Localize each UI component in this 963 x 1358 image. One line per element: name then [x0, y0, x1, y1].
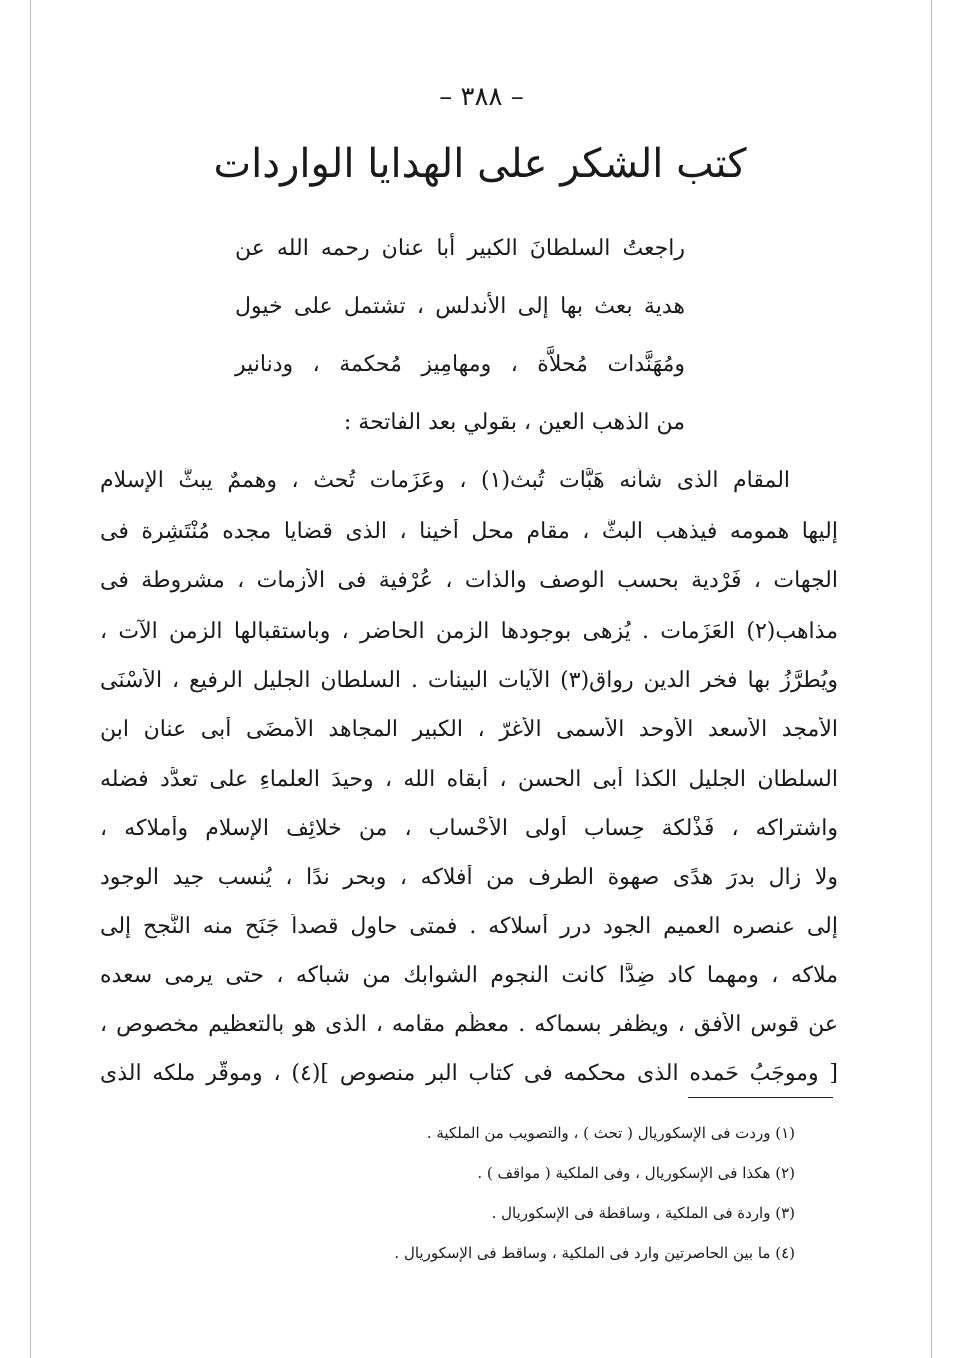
body-line: إلى عنصره العميم الجود درر أسلاكه . فمتى حاول قصداً جَنَح منه النَّجح إلى — [100, 914, 838, 939]
footnote-separator — [688, 1097, 833, 1098]
footnote: (٢) هكذا فى الإسكوريال ، وفى الملكية ( مواقف ) . — [477, 1164, 795, 1182]
body-line: إليها همومه فيذهب البثُّ ، مقام محل أخينا ، الذى قضايا مجده مُنْتَشِرة فى — [100, 519, 838, 544]
body-line: ويُطرَّزُ بها فخر الدين رواق(٣) الآيات البينات . السلطان الجليل الرفيع ، الأَسْنَى — [100, 668, 838, 693]
body-line: عن قوس الأُفق ، ويظفر بسماكه . معظَّم مقامه ، الذى هو بالتعظيم مخصوص ، — [100, 1012, 838, 1037]
footnote: (١) وردت فى الإسكوريال ( تحث ) ، والتصويب من الملكية . — [426, 1124, 795, 1142]
scan-edge-mark — [30, 0, 31, 1358]
body-line: المقام الذى شأنه هَبَّات تُبث(١) ، وعَزَمات تُحث ، وهممٌ يبثُّ الإسلام — [100, 468, 790, 493]
intro-line: ومُهَنَّدات مُحلاَّة ، ومهامِيز مُحكمة ، ودنانير — [235, 352, 685, 377]
body-line: [ وموجَبُ حَمده الذى محكمه فى كتاب البر منصوص ](٤) ، وموقَّر ملكه الذى — [100, 1061, 838, 1086]
body-line: الجهات ، فَرْدية بحسب الوصف والذات ، عُرْفية فى الأزمات ، مشروطة فى — [100, 568, 838, 593]
footnote: (٤) ما بين الحاصرتين وارد فى الملكية ، وساقط فى الإسكوريال . — [394, 1244, 795, 1262]
body-line: السلطان الجليل الكذا أَبى الحسن ، أبقاه الله ، وحيدَ العلماءِ على تعدُّد فضله — [100, 767, 838, 792]
intro-line: هدية بعث بها إلى الأندلس ، تشتمل على خيول — [235, 294, 685, 319]
footnote: (٣) واردة فى الملكية ، وساقطة فى الإسكوريال . — [491, 1204, 795, 1222]
intro-line: راجعتُ السلطانَ الكبير أبا عنان رحمه الله عن — [235, 236, 685, 261]
body-line: ملاكه ، ومهما كاد ضِدًّا كانت النجوم الشوابك من شباكه ، حتى يرمى سعده — [100, 963, 838, 988]
page-number: – ٣٨٨ – — [439, 82, 524, 112]
scan-edge-mark — [931, 0, 932, 1358]
intro-line: من الذهب العين ، بقولي بعد الفاتحة : — [343, 410, 685, 435]
body-line: مذاهب(٢) العَزَمات . يُزهى بوجودها الزمن الحاضر ، وباستقبالها الزمن الآت ، — [100, 619, 838, 644]
page-title: كتب الشكر على الهدايا الواردات — [213, 141, 747, 187]
body-line: الأمجد الأَسعد الأوحد الأَسمى الأَغرّ ، الكبير المجاهد الأَمضَى أَبى عنان ابن — [100, 717, 838, 742]
body-line: ولا زال بدرَ هدًى صهوة الطرف من أفلاكه ، وبحر ندًا ، يُنسب جيد الوجود — [100, 865, 838, 890]
body-line: واشتراكه ، فَذْلكة حِساب أُولى الأَحْساب ، من خلائِف الإِسلام وأَملاكه ، — [100, 816, 838, 841]
